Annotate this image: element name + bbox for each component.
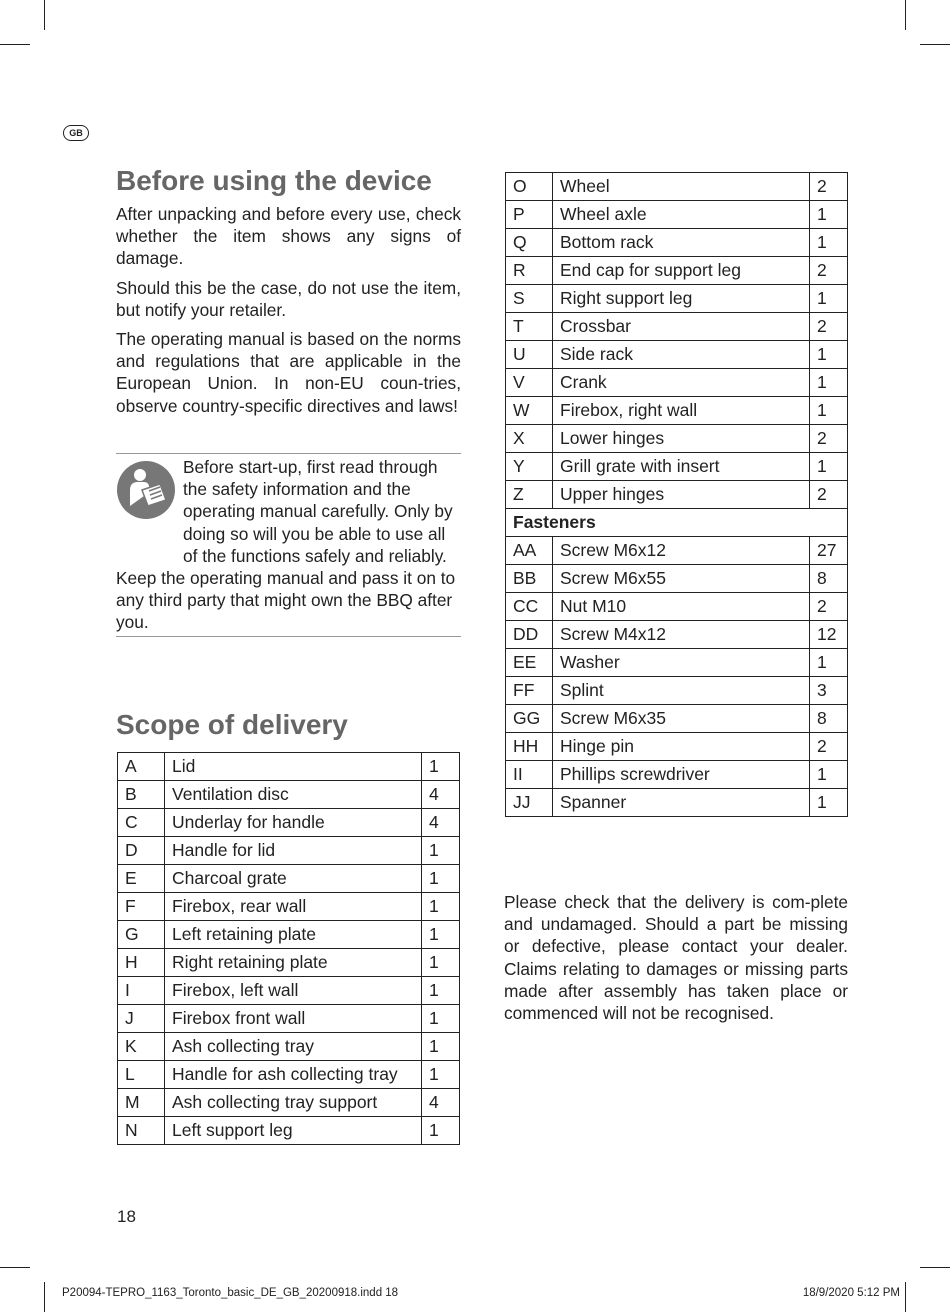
table-row bbox=[118, 1089, 460, 1117]
part-name: Spanner bbox=[553, 789, 810, 817]
part-name: Right support leg bbox=[553, 285, 810, 313]
part-name: Firebox, rear wall bbox=[165, 893, 422, 921]
part-id: V bbox=[506, 369, 553, 397]
table-row bbox=[506, 733, 848, 761]
part-name: Ash collecting tray support bbox=[165, 1089, 422, 1117]
part-name: Phillips screwdriver bbox=[553, 761, 810, 789]
part-id: C bbox=[118, 809, 165, 837]
part-id: W bbox=[506, 397, 553, 425]
part-qty: 8 bbox=[810, 705, 848, 733]
part-name: Handle for ash collecting tray bbox=[165, 1061, 422, 1089]
part-name: Ventilation disc bbox=[165, 781, 422, 809]
part-id: N bbox=[118, 1117, 165, 1145]
part-id: O bbox=[506, 173, 553, 201]
table-row bbox=[506, 173, 848, 201]
table-row bbox=[506, 453, 848, 481]
part-name: Firebox, right wall bbox=[553, 397, 810, 425]
part-qty: 2 bbox=[810, 593, 848, 621]
part-qty: 1 bbox=[422, 977, 460, 1005]
part-qty: 2 bbox=[810, 313, 848, 341]
part-id: GG bbox=[506, 705, 553, 733]
footer-file-name: P20094-TEPRO_1163_Toronto_basic_DE_GB_20200918.indd 18 bbox=[62, 1287, 399, 1299]
part-qty: 4 bbox=[422, 781, 460, 809]
part-name: Screw M6x55 bbox=[553, 565, 810, 593]
table-row bbox=[506, 369, 848, 397]
part-qty: 1 bbox=[810, 761, 848, 789]
check-delivery-paragraph: Please check that the delivery is com-plete and undamaged. Should a part be missing or defective, please contact your dealer. Claims relating to damages or missing parts made after assembly has taken place or commenced will not be recognised. bbox=[504, 892, 848, 1024]
part-qty: 8 bbox=[810, 565, 848, 593]
part-qty: 1 bbox=[810, 369, 848, 397]
table-row bbox=[506, 257, 848, 285]
part-id: HH bbox=[506, 733, 553, 761]
part-id: Y bbox=[506, 453, 553, 481]
crop-mark bbox=[0, 44, 30, 45]
part-id: X bbox=[506, 425, 553, 453]
page-number: 18 bbox=[117, 1207, 136, 1226]
part-qty: 1 bbox=[422, 753, 460, 781]
part-name: Wheel bbox=[553, 173, 810, 201]
part-qty: 1 bbox=[422, 837, 460, 865]
part-qty: 1 bbox=[422, 1061, 460, 1089]
part-qty: 2 bbox=[810, 733, 848, 761]
table-row bbox=[118, 781, 460, 809]
part-name: Screw M6x35 bbox=[553, 705, 810, 733]
part-name: Ash collecting tray bbox=[165, 1033, 422, 1061]
part-id: D bbox=[118, 837, 165, 865]
part-name: Firebox, left wall bbox=[165, 977, 422, 1005]
notice-text: Before start-up, first read through the safety information and the operating manual carefully. Only by doing so will you be able to use all of the functions safely and reliably. bbox=[183, 457, 453, 566]
part-name: Crank bbox=[553, 369, 810, 397]
table-row bbox=[506, 593, 848, 621]
part-id: H bbox=[118, 949, 165, 977]
section-label: Fasteners bbox=[506, 509, 848, 537]
part-id: AA bbox=[506, 537, 553, 565]
part-qty: 1 bbox=[810, 789, 848, 817]
crop-mark bbox=[920, 1267, 950, 1268]
part-name: Lid bbox=[165, 753, 422, 781]
notice-box bbox=[116, 453, 461, 637]
part-name: Wheel axle bbox=[553, 201, 810, 229]
part-name: Screw M6x12 bbox=[553, 537, 810, 565]
crop-mark bbox=[0, 1267, 30, 1268]
section-heading-before-using: Before using the device bbox=[116, 165, 432, 196]
table-row bbox=[506, 705, 848, 733]
table-row bbox=[506, 285, 848, 313]
part-qty: 12 bbox=[810, 621, 848, 649]
table-row bbox=[118, 837, 460, 865]
part-id: CC bbox=[506, 593, 553, 621]
table-row bbox=[118, 949, 460, 977]
part-id: JJ bbox=[506, 789, 553, 817]
table-row bbox=[506, 789, 848, 817]
table-row bbox=[118, 809, 460, 837]
part-id: P bbox=[506, 201, 553, 229]
part-qty: 1 bbox=[422, 1005, 460, 1033]
part-id: R bbox=[506, 257, 553, 285]
part-name: Lower hinges bbox=[553, 425, 810, 453]
part-qty: 27 bbox=[810, 537, 848, 565]
part-qty: 1 bbox=[810, 229, 848, 257]
crop-mark bbox=[920, 44, 950, 45]
table-row bbox=[506, 565, 848, 593]
part-id: EE bbox=[506, 649, 553, 677]
paragraph: The operating manual is based on the norms and regulations that are applicable in the European Union. In non-EU coun-tries, observe country-specific directives and laws! bbox=[116, 329, 461, 416]
table-row bbox=[118, 1005, 460, 1033]
table-row bbox=[118, 753, 460, 781]
part-id: F bbox=[118, 893, 165, 921]
part-qty: 2 bbox=[810, 173, 848, 201]
part-qty: 1 bbox=[422, 949, 460, 977]
part-id: G bbox=[118, 921, 165, 949]
crop-mark bbox=[44, 1282, 45, 1312]
part-id: K bbox=[118, 1033, 165, 1061]
read-manual-icon bbox=[116, 460, 176, 520]
table-row bbox=[506, 481, 848, 509]
part-id: S bbox=[506, 285, 553, 313]
part-qty: 1 bbox=[422, 1033, 460, 1061]
part-id: M bbox=[118, 1089, 165, 1117]
table-row bbox=[506, 313, 848, 341]
crop-mark bbox=[905, 0, 906, 30]
part-qty: 4 bbox=[422, 809, 460, 837]
crop-mark bbox=[44, 0, 45, 30]
table-row bbox=[118, 893, 460, 921]
part-name: Upper hinges bbox=[553, 481, 810, 509]
part-name: Charcoal grate bbox=[165, 865, 422, 893]
before-using-body bbox=[116, 203, 461, 424]
part-name: Grill grate with insert bbox=[553, 453, 810, 481]
part-name: Bottom rack bbox=[553, 229, 810, 257]
part-name: Handle for lid bbox=[165, 837, 422, 865]
part-qty: 1 bbox=[422, 1117, 460, 1145]
part-qty: 1 bbox=[810, 649, 848, 677]
table-row bbox=[506, 201, 848, 229]
table-row bbox=[506, 621, 848, 649]
part-name: Right retaining plate bbox=[165, 949, 422, 977]
part-id: Z bbox=[506, 481, 553, 509]
table-row bbox=[506, 649, 848, 677]
part-id: B bbox=[118, 781, 165, 809]
part-name: Side rack bbox=[553, 341, 810, 369]
footer-datetime: 18/9/2020 5:12 PM bbox=[802, 1287, 900, 1299]
part-qty: 1 bbox=[810, 453, 848, 481]
part-name: Hinge pin bbox=[553, 733, 810, 761]
part-id: A bbox=[118, 753, 165, 781]
table-row bbox=[506, 397, 848, 425]
part-id: FF bbox=[506, 677, 553, 705]
part-qty: 1 bbox=[810, 397, 848, 425]
part-id: T bbox=[506, 313, 553, 341]
part-name: End cap for support leg bbox=[553, 257, 810, 285]
table-section-row bbox=[506, 509, 848, 537]
part-qty: 2 bbox=[810, 481, 848, 509]
part-id: BB bbox=[506, 565, 553, 593]
table-row bbox=[506, 425, 848, 453]
parts-table-right bbox=[505, 172, 848, 817]
part-name: Nut M10 bbox=[553, 593, 810, 621]
table-row bbox=[118, 1061, 460, 1089]
table-row bbox=[118, 977, 460, 1005]
part-qty: 1 bbox=[422, 865, 460, 893]
part-name: Washer bbox=[553, 649, 810, 677]
crop-mark bbox=[905, 1282, 906, 1312]
part-qty: 3 bbox=[810, 677, 848, 705]
table-row bbox=[118, 1117, 460, 1145]
part-name: Screw M4x12 bbox=[553, 621, 810, 649]
table-row bbox=[118, 921, 460, 949]
paragraph: After unpacking and before every use, check whether the item shows any signs of damage. bbox=[116, 204, 461, 269]
part-name: Firebox front wall bbox=[165, 1005, 422, 1033]
part-id: L bbox=[118, 1061, 165, 1089]
part-qty: 1 bbox=[422, 921, 460, 949]
part-qty: 1 bbox=[810, 285, 848, 313]
part-id: I bbox=[118, 977, 165, 1005]
table-row bbox=[506, 341, 848, 369]
table-row bbox=[506, 537, 848, 565]
part-qty: 1 bbox=[810, 341, 848, 369]
part-id: E bbox=[118, 865, 165, 893]
part-qty: 1 bbox=[422, 893, 460, 921]
table-row bbox=[506, 229, 848, 257]
part-name: Crossbar bbox=[553, 313, 810, 341]
part-id: DD bbox=[506, 621, 553, 649]
section-heading-scope: Scope of delivery bbox=[116, 709, 348, 740]
part-qty: 2 bbox=[810, 425, 848, 453]
part-id: Q bbox=[506, 229, 553, 257]
part-id: U bbox=[506, 341, 553, 369]
paragraph: Should this be the case, do not use the item, but notify your retailer. bbox=[116, 277, 461, 320]
table-row bbox=[506, 677, 848, 705]
table-row bbox=[506, 761, 848, 789]
table-row bbox=[118, 865, 460, 893]
region-badge: GB bbox=[63, 125, 89, 141]
part-name: Left retaining plate bbox=[165, 921, 422, 949]
part-name: Splint bbox=[553, 677, 810, 705]
part-qty: 1 bbox=[810, 201, 848, 229]
parts-table-left bbox=[117, 752, 460, 1145]
notice-after-text: Keep the operating manual and pass it on to any third party that might own the BBQ after you. bbox=[116, 568, 456, 633]
part-name: Underlay for handle bbox=[165, 809, 422, 837]
part-qty: 2 bbox=[810, 257, 848, 285]
part-id: II bbox=[506, 761, 553, 789]
part-qty: 4 bbox=[422, 1089, 460, 1117]
part-name: Left support leg bbox=[165, 1117, 422, 1145]
part-id: J bbox=[118, 1005, 165, 1033]
table-row bbox=[118, 1033, 460, 1061]
